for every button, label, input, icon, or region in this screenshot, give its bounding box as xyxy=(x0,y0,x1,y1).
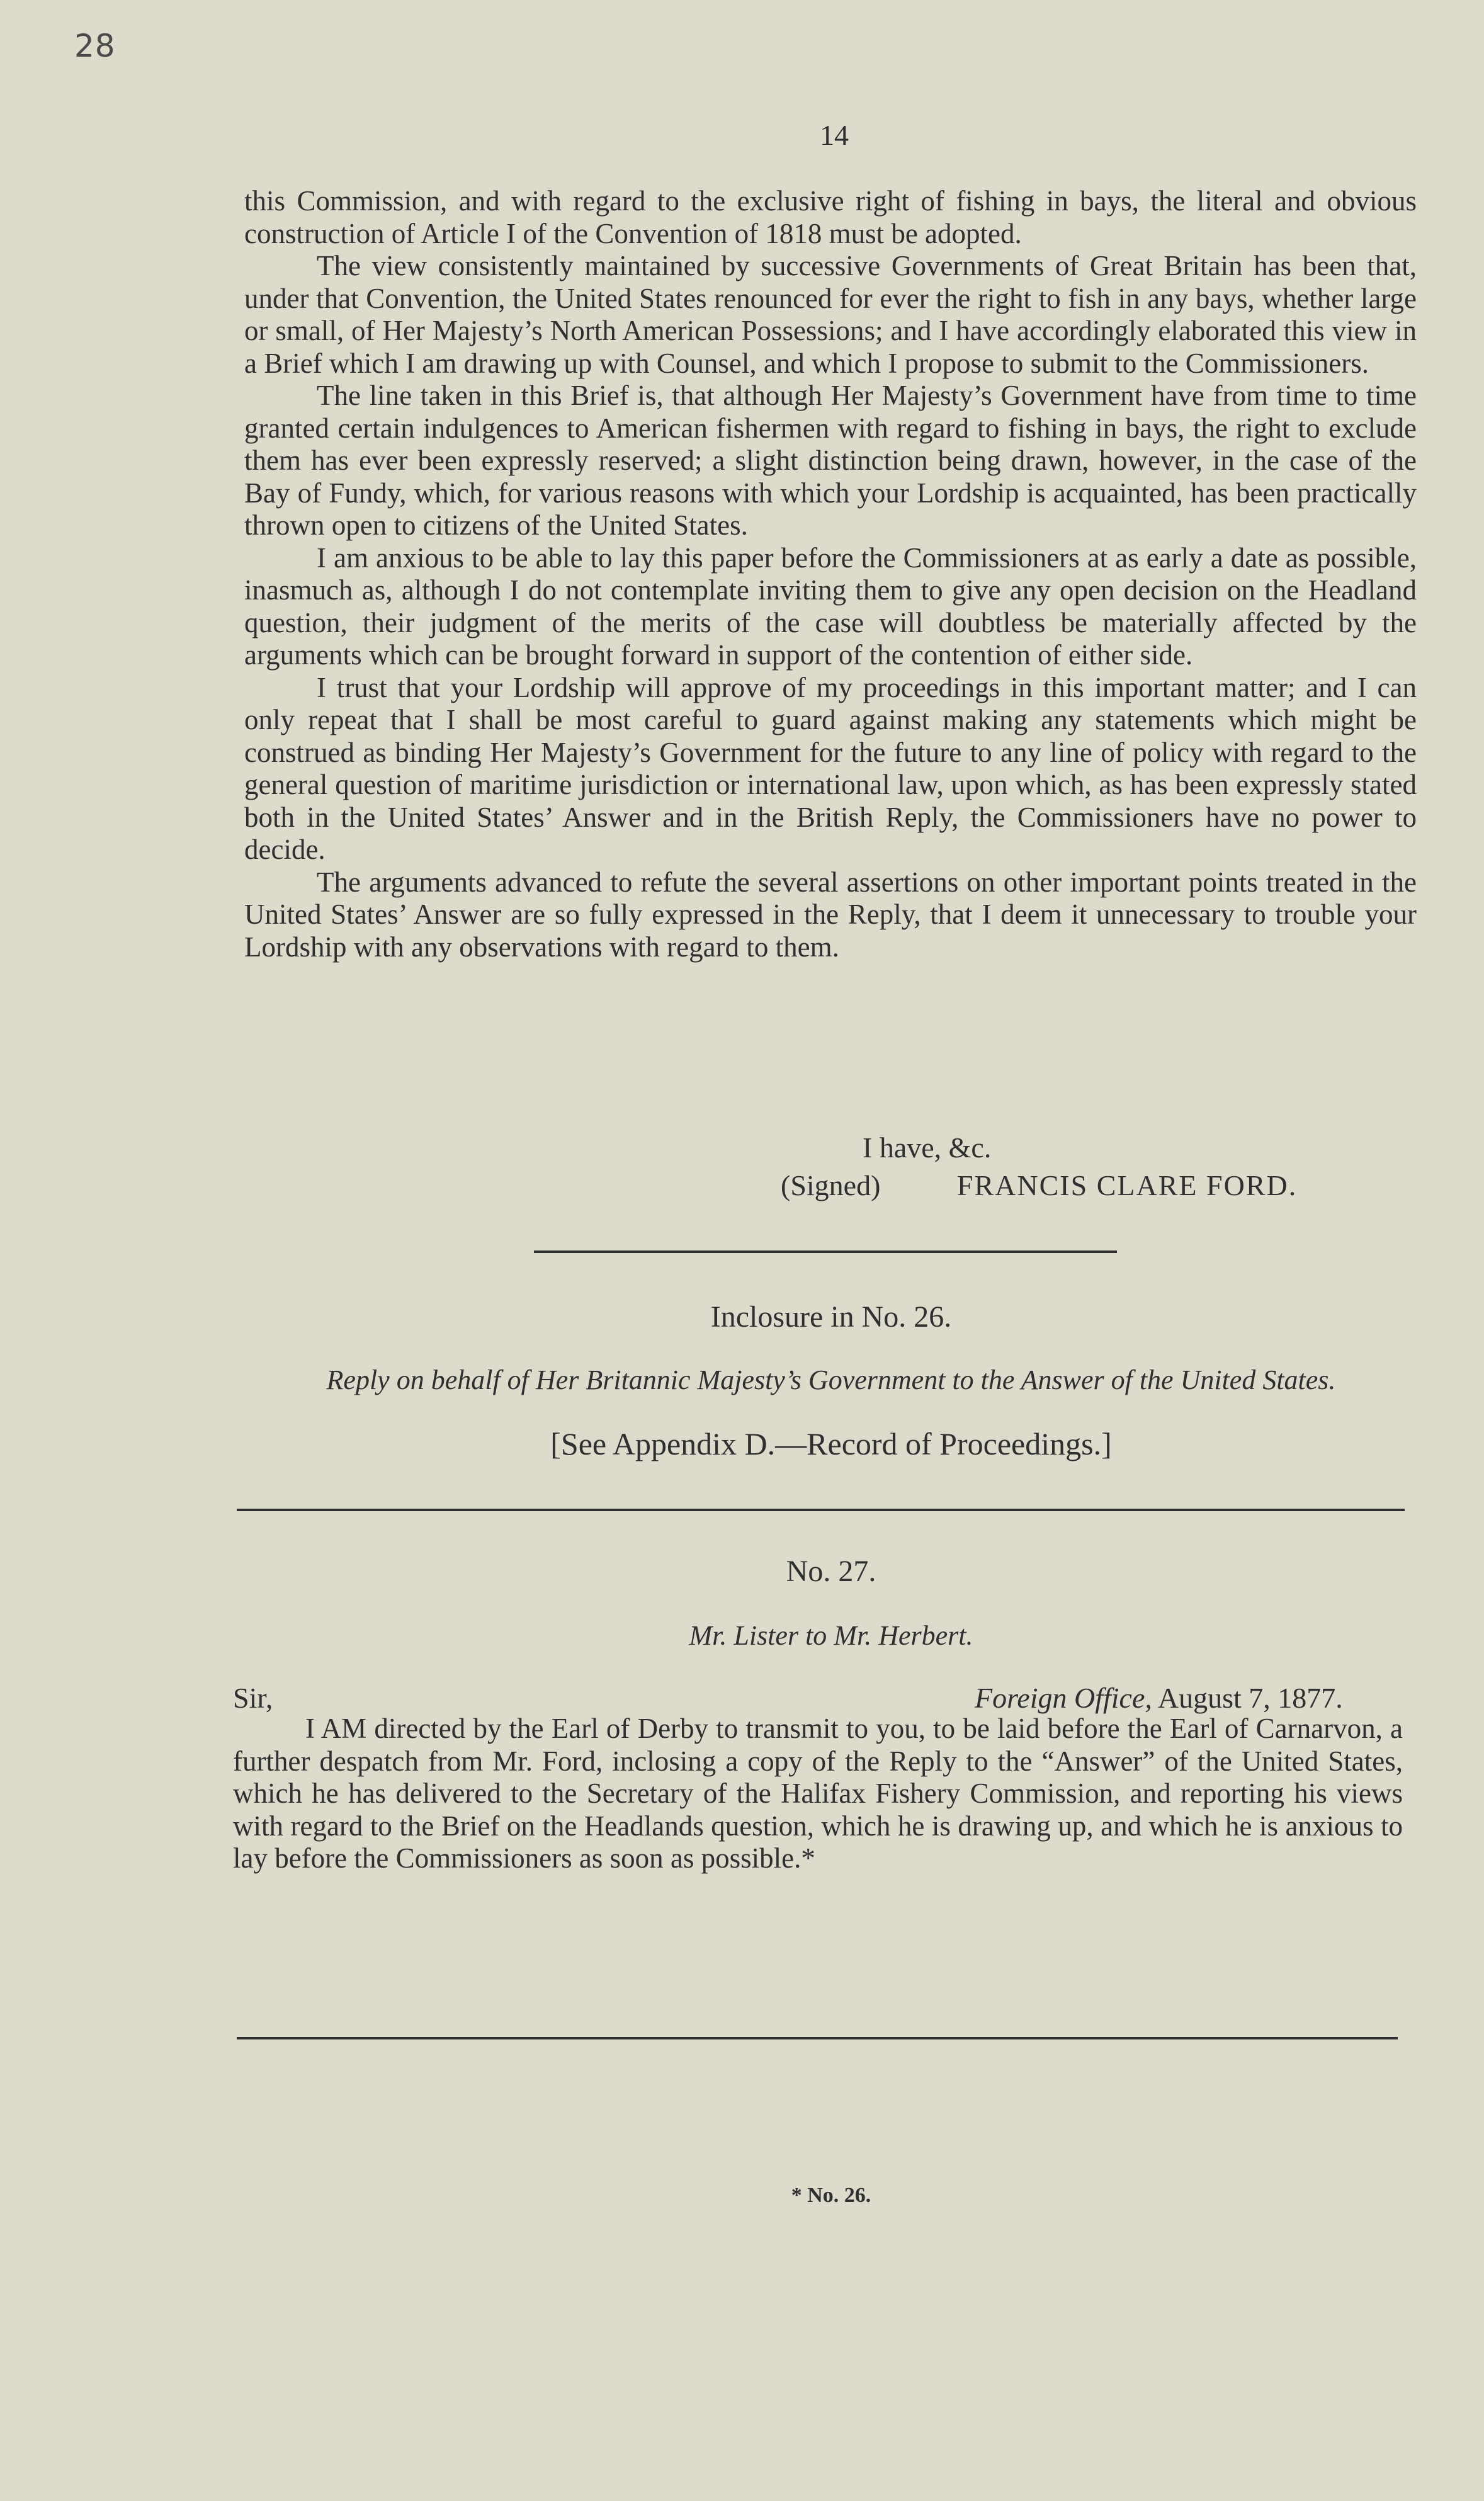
letter-paragraph-4: I am anxious to be able to lay this paper before the Commissioners at as early a date as possible, inasmuch as, although I do not contemplate inviting them to give any open decision on the Headland question, their judgment of the merits of the case will doubtless be materially affected by the arguments which can be brought forward in support of the contention of either side. xyxy=(244,542,1417,671)
letter-paragraph-5: I trust that your Lordship will approve of my proceedings in this important matter; and I can only repeat that I shall be most careful to guard against making any statements which might be construed as binding Her Majesty’s Government for the future to any line of policy with regard to the general question of maritime jurisdiction or international law, upon which, as has been expressly stated both in the United States’ Answer and in the British Reply, the Commissioners have no power to decide. xyxy=(244,671,1417,865)
salutation: Sir, xyxy=(233,1682,273,1714)
page-folio-number: 28 xyxy=(74,28,116,64)
section-divider-short xyxy=(534,1250,1117,1253)
signature-name: FRANCIS CLARE FORD. xyxy=(956,1169,1298,1201)
signature-line xyxy=(781,1169,1297,1202)
document-page-number: 14 xyxy=(820,119,849,151)
letter-paragraph-3: The line taken in this Brief is, that although Her Majesty’s Government have from time to time granted certain indulgences to American fishermen with regard to fishing in bays, the right to exclude them has ever been expressly reserved; a slight distinction being drawn, however, in the case of the Bay of Fundy, which, for various reasons with which your Lordship is acquainted, has been practically thrown open to citizens of the United States. xyxy=(244,380,1417,541)
letter-paragraph-1: this Commission, and with regard to the exclusive right of fishing in bays, the literal and obvious construction of Article I of the Convention of 1818 must be adopted. xyxy=(244,185,1417,249)
correspondents-heading: Mr. Lister to Mr. Herbert. xyxy=(689,1620,973,1651)
dateline xyxy=(975,1681,1343,1715)
dateline-place: Foreign Office, xyxy=(975,1682,1152,1714)
section-divider-long xyxy=(237,1509,1405,1511)
footnote: * No. 26. xyxy=(791,2184,871,2207)
letter-paragraph-6: The arguments advanced to refute the several assertions on other important points treated in the United States’ Answer are so fully expressed in the Reply, that I deem it unnecessary to trouble your Lordship with any observations with regard to them. xyxy=(244,866,1417,963)
enclosure-subtitle: Reply on behalf of Her Britannic Majesty’s Government to the Answer of the United States. xyxy=(326,1364,1336,1395)
document-number: No. 27. xyxy=(786,1555,876,1588)
enclosure-reference: [See Appendix D.—Record of Proceedings.] xyxy=(550,1426,1112,1461)
letter-paragraph-2: The view consistently maintained by successive Governments of Great Britain has been that, under that Convention, the United States renounced for ever the right to fish in any bays, whether large or small, of Her Majesty’s North American Possessions; and I have accordingly elaborated this view in a Brief which I am drawing up with Counsel, and which I propose to submit to the Commissioners. xyxy=(244,250,1417,379)
enclosure-title: Inclosure in No. 26. xyxy=(710,1300,952,1334)
document-27-body xyxy=(233,1713,1403,1875)
dateline-date: August 7, 1877. xyxy=(1157,1682,1343,1714)
document-27-paragraph: I AM directed by the Earl of Derby to transmit to you, to be laid before the Earl of Carnarvon, a further despatch from Mr. Ford, inclosing a copy of the Reply to the “Answer” of the United States, which he has delivered to the Secretary of the Halifax Fishery Commission, and reporting his views with regard to the Brief on the Headlands question, which he is drawing up, and which he is anxious to lay before the Commissioners as soon as possible.* xyxy=(233,1713,1403,1874)
letter-body xyxy=(244,185,1417,963)
letter-closing: I have, &c. xyxy=(863,1131,992,1164)
footnote-divider xyxy=(237,2037,1398,2039)
signed-label: (Signed) xyxy=(781,1169,881,1201)
